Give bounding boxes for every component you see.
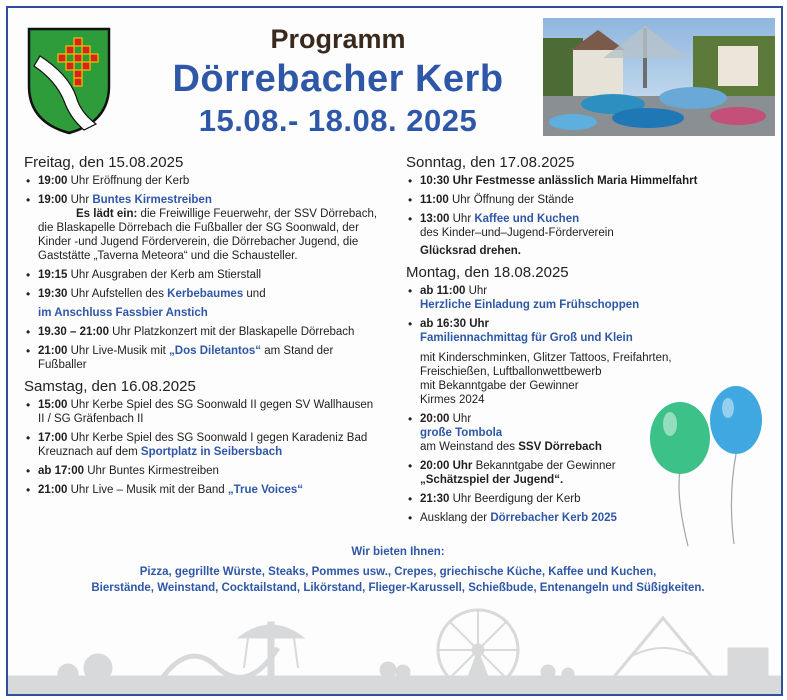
list-item: • 11:00 Uhr Öffnung der Stände	[404, 193, 764, 207]
list-item: • Ausklang der Dörrebacher Kerb 2025	[404, 511, 764, 525]
fassbier-line: im Anschluss Fassbier Anstich	[38, 307, 208, 319]
list-item: • ab 11:00 Uhr Herzliche Einladung zum Frühschoppen	[404, 284, 764, 312]
list-item: • 21:00 Uhr Live-Musik mit „Dos Diletantos“ am Stand der Fußballer	[22, 344, 382, 372]
list-item: • 21:30 Uhr Beerdigung der Kerb	[404, 492, 764, 506]
list-item: • 19:00 Uhr Eröffnung der Kerb	[22, 174, 382, 188]
list-item: • ab 17:00 Uhr Buntes Kirmestreiben	[22, 464, 382, 478]
offer-line-2: Bierstände, Weinstand, Cocktailstand, Likörstand, Flieger-Karussell, Schießbude, Entenangeln und Süßigkeiten.	[91, 582, 705, 594]
list-item: • 19:30 Uhr Aufstellen des Kerbebaumes und	[22, 287, 382, 301]
sunday-list	[404, 174, 764, 258]
list-item: • 21:00 Uhr Live – Musik mit der Band „True Voices“	[22, 483, 382, 497]
header-program: Programm	[270, 24, 406, 54]
village-crest-icon	[26, 26, 112, 136]
list-item: • 19:00 Uhr Buntes Kirmestreiben Es lädt ein: die Freiwillige Feuerwehr, der SSV Dörrebach, die Blaskapelle Dörrebach die Fußballer der SG Soonwald, der Kinder -und Jugend Förderverein, die Dörrebacher Jugend, die Gaststätte „Taverna Meteora“ und die Schausteller.	[22, 193, 382, 263]
list-item: • 20:00 Uhr Bekanntgabe der Gewinner „Schätzspiel der Jugend“.	[404, 459, 764, 487]
offer-section	[48, 544, 748, 596]
list-item: • 19.30 – 21:00 Uhr Platzkonzert mit der Blaskapelle Dörrebach	[22, 325, 382, 339]
offer-line-1: Pizza, gegrillte Würste, Steaks, Pommes usw., Crepes, griechische Küche, Kaffee und Kuchen,	[139, 566, 657, 578]
friday-list	[22, 174, 382, 301]
balloons-icon	[648, 378, 768, 548]
saturday-heading: Samstag, den 16.08.2025	[24, 378, 196, 395]
list-item: • 13:00 Uhr Kaffee und Kuchen des Kinder–und–Jugend-Förderverein Glücksrad drehen.	[404, 212, 764, 258]
left-column	[22, 152, 382, 502]
saturday-list	[22, 398, 382, 497]
carousel-photo	[543, 18, 775, 136]
header-dates: 15.08.- 18.08. 2025	[198, 103, 478, 138]
header-title: Dörrebacher Kerb	[172, 58, 504, 100]
program-poster	[6, 6, 783, 696]
list-item: • 17:00 Uhr Kerbe Spiel des SG Soonwald I gegen Karadeniz Bad Kreuznach auf dem Sportplatz in Seibersbach	[22, 431, 382, 459]
offer-heading: Wir bieten Ihnen:	[351, 546, 445, 558]
list-item: • 20:00 Uhr große Tombola am Weinstand des SSV Dörrebach	[404, 412, 764, 454]
list-item: • ab 16:30 Uhr Familiennachmittag für Groß und Klein mit Kinderschminken, Glitzer Tattoos, Freifahrten, Freischießen, Luftballonwettbewerb mit Bekanntgabe der Gewinner Kirmes 2024	[404, 317, 764, 407]
friday-heading: Freitag, den 15.08.2025	[24, 154, 184, 171]
list-item: • 15:00 Uhr Kerbe Spiel des SG Soonwald II gegen SV Wallhausen II / SG Gräfenbach II	[22, 398, 382, 426]
list-item: • 19:15 Uhr Ausgraben der Kerb am Stierstall	[22, 268, 382, 282]
fairground-skyline	[8, 598, 781, 694]
monday-heading: Montag, den 18.08.2025	[406, 264, 569, 281]
header	[128, 22, 548, 140]
sunday-heading: Sonntag, den 17.08.2025	[406, 154, 575, 171]
list-item: • 10:30 Uhr Festmesse anlässlich Maria Himmelfahrt	[404, 174, 764, 188]
